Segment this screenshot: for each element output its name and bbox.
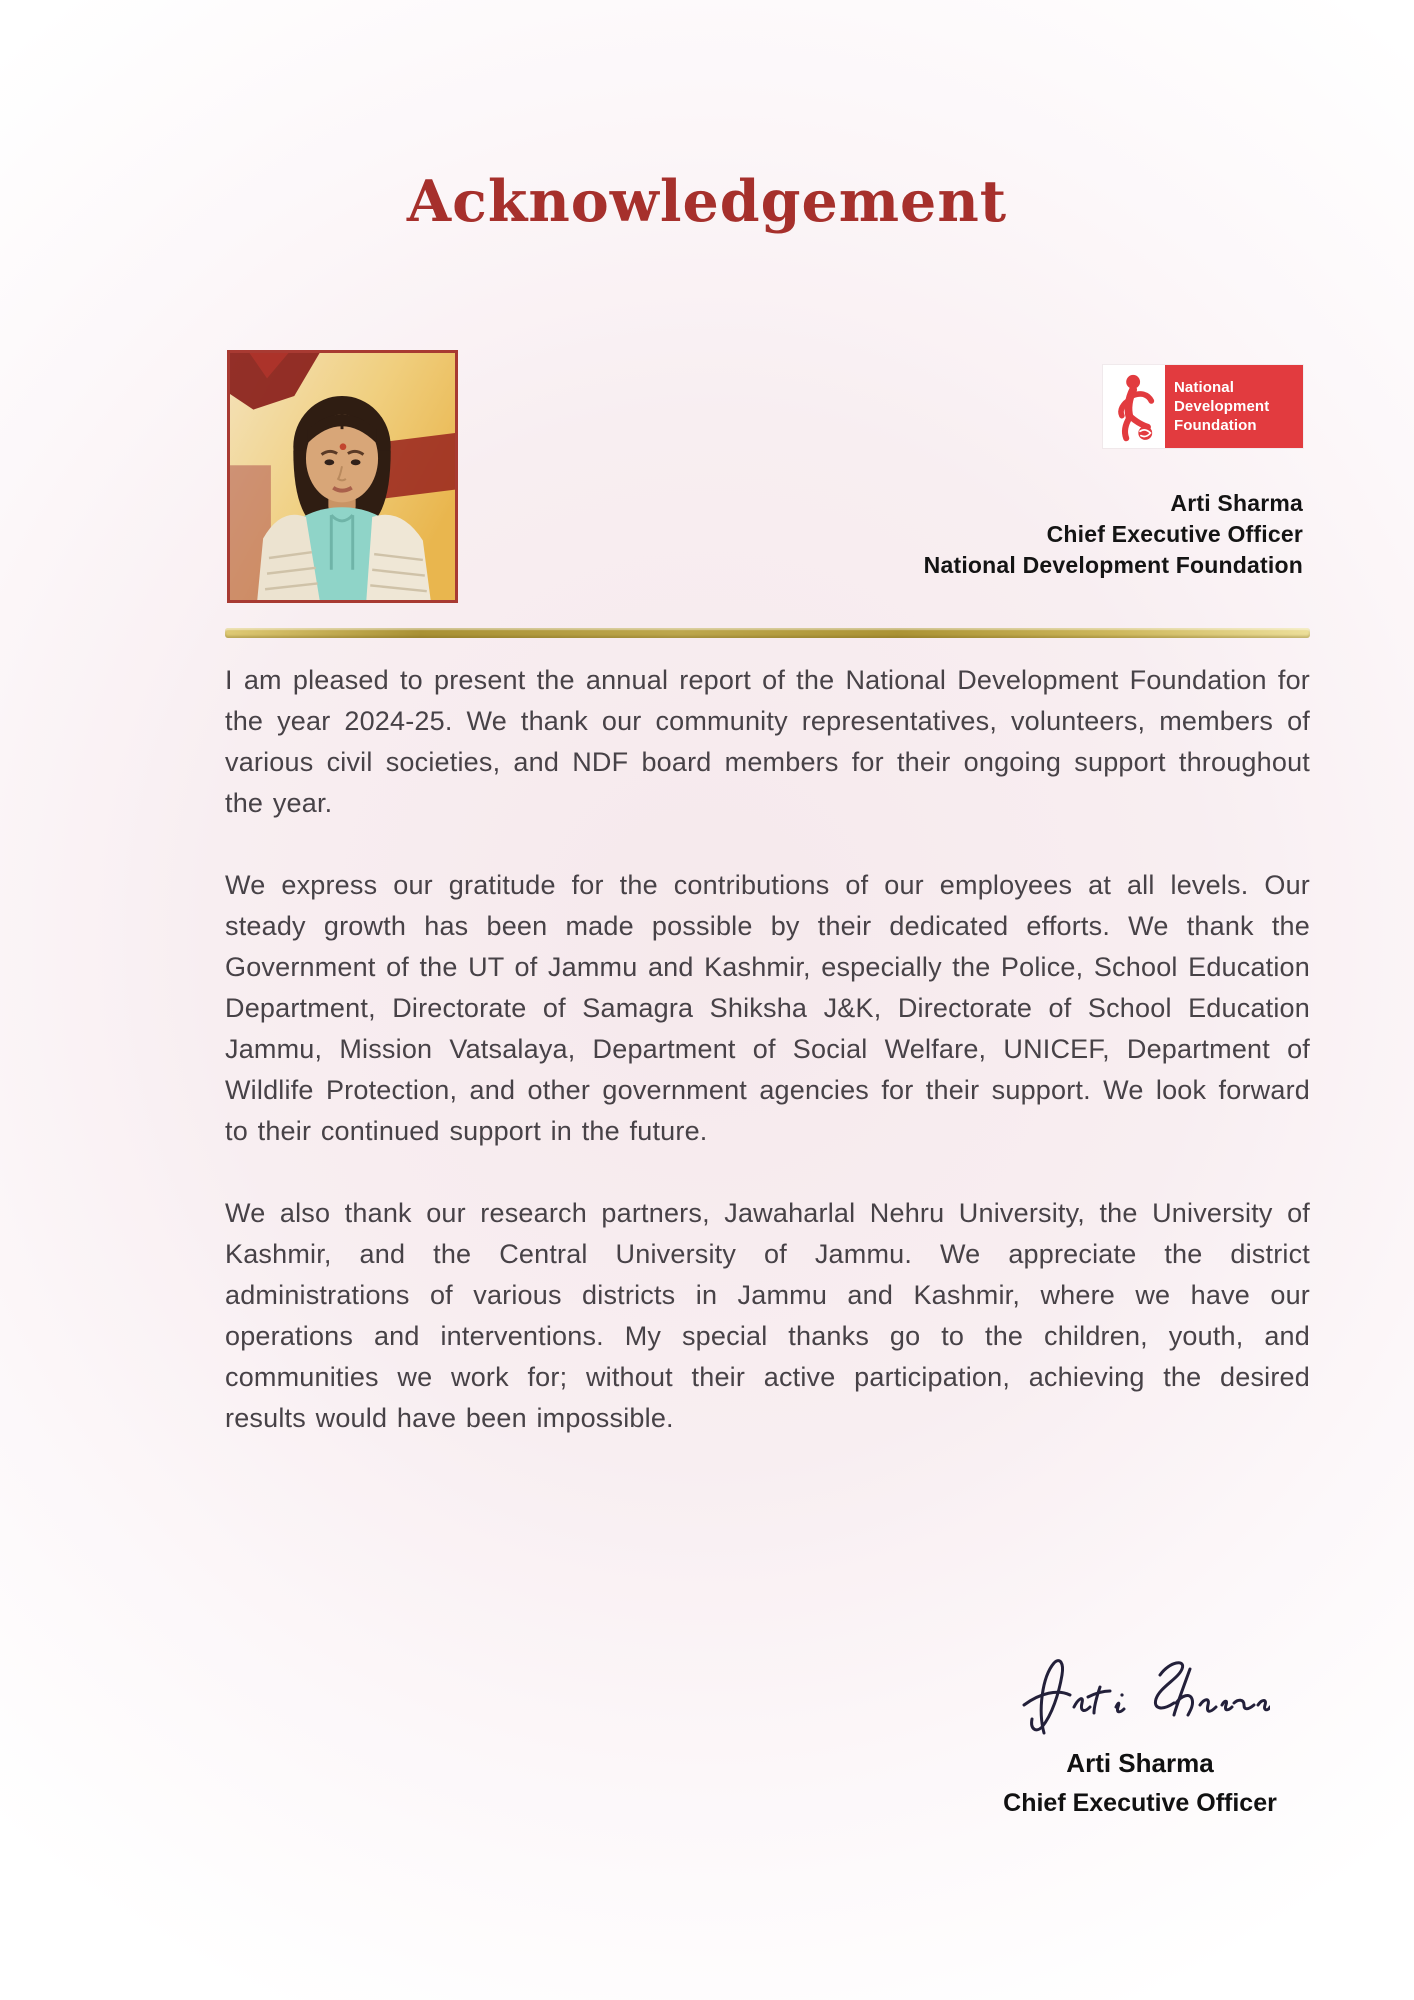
signatory-name: Arti Sharma — [1066, 1748, 1214, 1778]
logo-wordmark — [1165, 365, 1303, 448]
ndf-logo — [1103, 365, 1303, 448]
officer-block — [703, 488, 1303, 581]
running-person-with-ball-icon — [1103, 365, 1165, 448]
paragraph-1: I am pleased to present the annual report of the National Development Foundation for the year 2024-25. We thank our community representatives, volunteers, members of various civil societies, and NDF board members for their ongoing support throughout the year. — [225, 665, 1310, 818]
gold-divider — [225, 628, 1310, 638]
letter-body — [225, 660, 1310, 1480]
officer-role: Chief Executive Officer — [1046, 521, 1303, 547]
page-title: Acknowledgement — [406, 168, 1008, 235]
signatory-role: Chief Executive Officer — [1003, 1789, 1277, 1817]
paragraph-2: We express our gratitude for the contributions of our employees at all levels. Our steady growth has been made possible by their dedicated efforts. We thank the Government of the UT of Jammu and Kashmir, especially the Police, School Education Department, Directorate of Samagra Shiksha J&K, Directorate of School Education Jammu, Mission Vatsalaya, Department of Social Welfare, UNICEF, Department of Wildlife Protection, and other government agencies for their support. We look forward to their continued support in the future. — [225, 870, 1310, 1146]
handwritten-signature — [965, 1652, 1315, 1744]
signature-block — [965, 1652, 1315, 1820]
ceo-photo-illustration — [230, 353, 455, 600]
logo-line-1: National — [1174, 379, 1234, 396]
paragraph-3: We also thank our research partners, Jawaharlal Nehru University, the University of Kashmir, and the Central University of Jammu. We appreciate the district administrations of various districts in Jammu and Kashmir, where we have our operations and interventions. My special thanks go to the children, youth, and communities we work for; without their active participation, achieving the desired results would have been impossible. — [225, 1198, 1310, 1433]
logo-line-3: Foundation — [1174, 417, 1257, 434]
officer-name: Arti Sharma — [1170, 490, 1303, 516]
ceo-photo — [227, 350, 458, 603]
logo-line-2: Development — [1174, 398, 1270, 415]
officer-organization: National Development Foundation — [923, 552, 1303, 578]
